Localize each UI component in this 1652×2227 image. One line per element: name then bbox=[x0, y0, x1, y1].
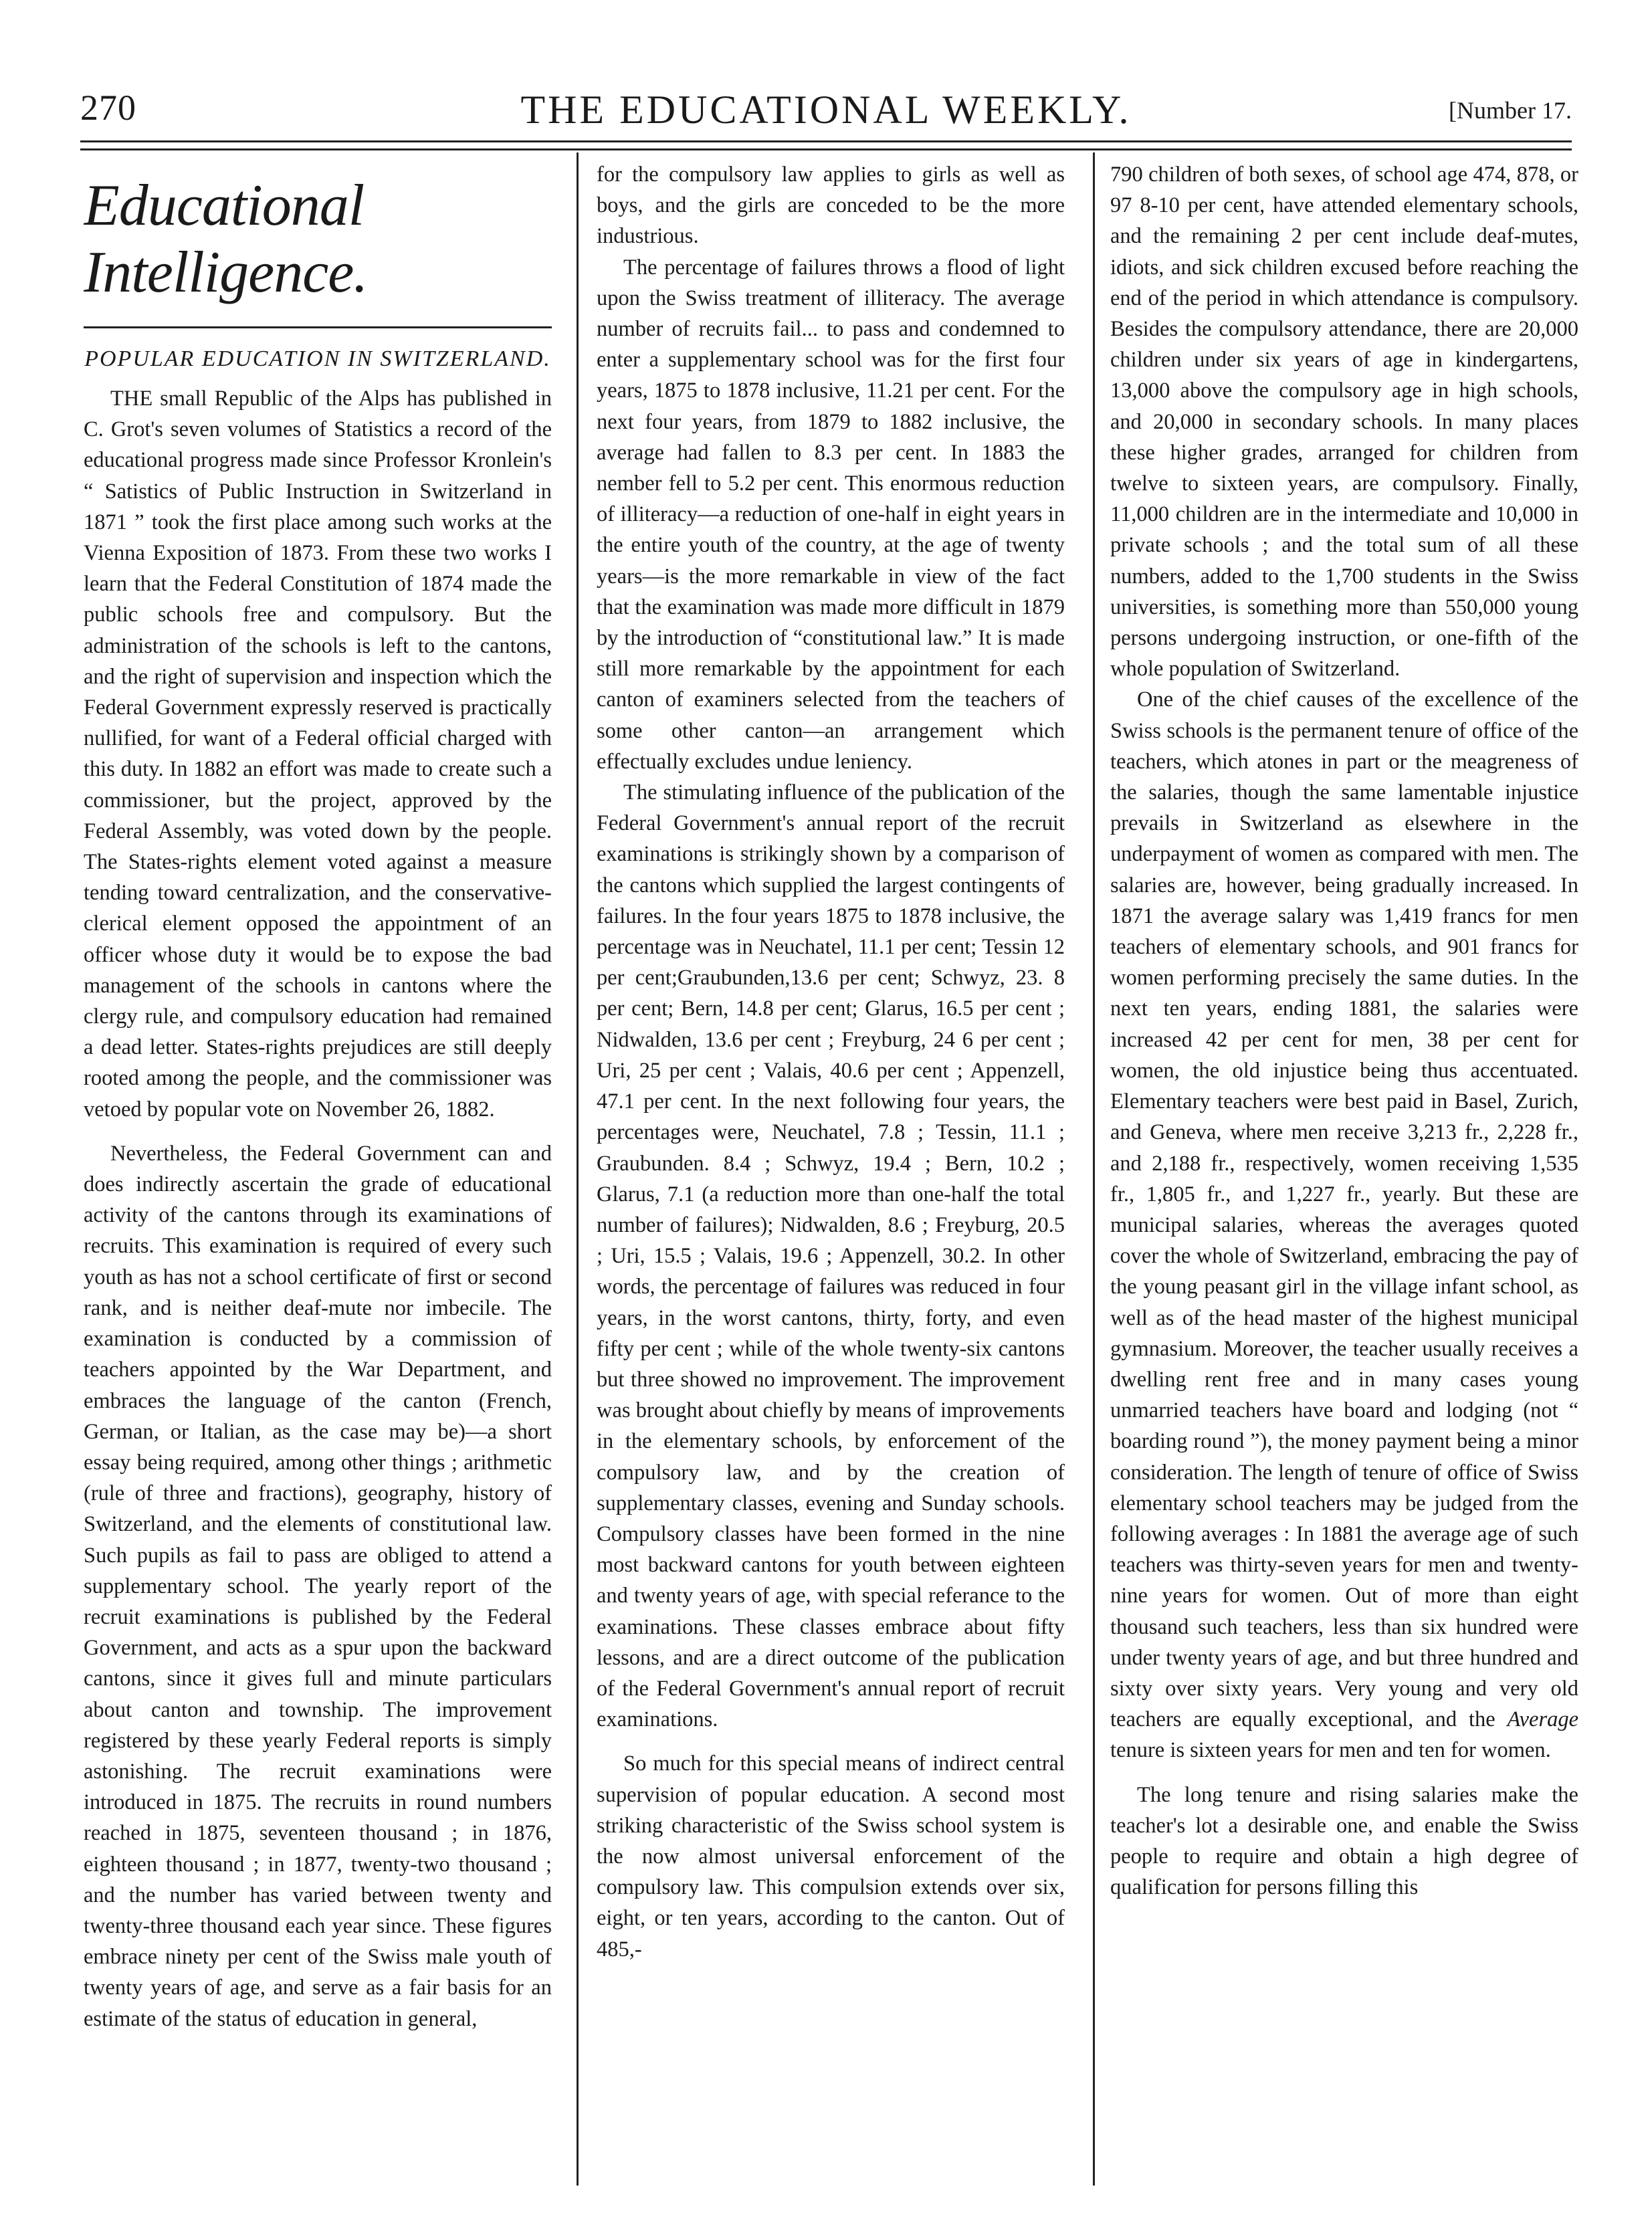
article-paragraph bbox=[1110, 684, 1578, 1766]
article-paragraph: Nevertheless, the Federal Government can and does indirectly ascertain the grade of educational activity of the cantons through its examinations of recruits. This examination is required of every such youth as has not a school certificate of first or second rank, and is neither deaf-mute nor imbecile. The examination is conducted by a commission of teachers appointed by the War Department, and embraces the language of the canton (French, German, or Italian, as the case may be)—a short essay being required, among other things ; arithmetic (rule of three and fractions), geography, history of Switzerland, and the elements of constitutional law. Such pupils as fail to pass are obliged to attend a supplementary school. The yearly report of the recruit examinations is published by the Federal Government, and acts as a spur upon the backward cantons, since it gives full and minute particulars about canton and township. The improvement registered by these yearly Federal reports is simply astonishing. The recruit examinations were introduced in 1875. The recruits in round numbers reached in 1875, seventeen thousand ; in 1876, eighteen thousand ; in 1877, twenty-two thousand ; and the number has varied between twenty and twenty-three thousand each year since. These figures embrace ninety per cent of the Swiss male youth of twenty years of age, and serve as a fair basis for an estimate of the status of education in general, bbox=[84, 1141, 552, 2031]
page-number: 270 bbox=[80, 88, 136, 128]
header-rule-double bbox=[80, 148, 1572, 150]
article-column-3 bbox=[1110, 159, 1578, 2186]
article-paragraph: So much for this special means of indirect central supervision of popular education. A second most striking characteristic of the Swiss school system is the now almost universal enforcement of the compulsory law. This compulsion extends over six, eight, or ten years, according to the canton. Out of 485,- bbox=[597, 1752, 1065, 1961]
column-divider bbox=[1093, 152, 1095, 2186]
article-column-2 bbox=[597, 159, 1065, 2186]
article-paragraph: The stimulating influence of the publication of the Federal Government's annual report of the recruit examinations is strikingly shown by a comparison of the cantons which supplied the largest contingents of failures. In the four years 1875 to 1878 inclusive, the percentage was in Neuchatel, 11.1 per cent; Tessin 12 per cent;Graubunden,13.6 per cent; Schwyz, 23. 8 per cent; Bern, 14.8 per cent; Glarus, 16.5 per cent ; Nidwalden, 13.6 per cent ; Freyburg, 24 6 per cent ; Uri, 25 per cent ; Valais, 40.6 per cent ; Appenzell, 47.1 per cent. In the next following four years, the percentages were, Neuchatel, 7.8 ; Tessin, 11.1 ; Graubunden. 8.4 ; Schwyz, 19.4 ; Bern, 10.2 ; Glarus, 7.1 (a reduction more than one-half the total number of failures); Nidwalden, 8.6 ; Freyburg, 20.5 ; Uri, 15.5 ; Valais, 19.6 ; Appenzell, 30.2. In other words, the percentage of failures was reduced in four years, in the worst cantons, thirty, forty, and even fifty per cent ; while of the whole twenty-six cantons but three showed no improvement. The improvement was brought about chiefly by means of improvements in the elementary schools, by enforcement of the compulsory law, and by the creation of supplementary classes, evening and Sunday schools. Compulsory classes have been formed in the nine most backward cantons for youth between eighteen and twenty years of age, with special referance to the examinations. These classes embrace about fifty lessons, and are a direct outcome of the publication of the Federal Government's annual report of recruit examinations. bbox=[597, 780, 1065, 1732]
paragraph-text: tenure is sixteen years for men and ten for women. bbox=[1110, 1738, 1551, 1763]
lead-word: THE bbox=[110, 387, 153, 411]
italic-word: Average bbox=[1507, 1707, 1578, 1732]
article-paragraph: The long tenure and rising salaries make the teacher's lot a desirable one, and enable the Swiss people to require and obtain a high degree of qualification for persons filling this bbox=[1110, 1782, 1578, 1900]
article-title: POPULAR EDUCATION IN SWITZERLAND. bbox=[84, 346, 551, 371]
page-header bbox=[80, 87, 1572, 140]
issue-label: [Number 17. bbox=[1449, 97, 1572, 124]
section-heading: Educational Intelligence. bbox=[84, 173, 368, 305]
heading-rule bbox=[84, 326, 552, 328]
paragraph-text: small Republic of the Alps has published in C. Grot's seven volumes of Statistics a record of the educational progress made since Professor Kronlein's “ Satistics of Public Instruction in Switzerland in 1871 ” took the first place among such works at the Vienna Exposition of 1873. From these two works I learn that the Federal Constitution of 1874 made the public schools free and compulsory. But the administration of the schools is left to the cantons, and the right of supervision and inspection which the Federal Government expressly reserved is practically nullified, for want of a Federal official charged with this duty. In 1882 an effort was made to create such a commissioner, but the project, approved by the Federal Assembly, was voted down by the people. The States-rights element voted against a measure tending toward centralization, and the conservative-clerical element opposed the appointment of an officer whose duty it would be to expose the bad management of the schools in cantons where the clergy rule, and compulsory education had remained a dead letter. States-rights prejudices are still deeply rooted among the people, and the commissioner was vetoed by popular vote on November 26, 1882. bbox=[84, 387, 552, 1122]
column-divider bbox=[577, 152, 579, 2186]
article-paragraph: 790 children of both sexes, of school age 474, 878, or 97 8-10 per cent, have attended elementary schools, and the remaining 2 per cent include deaf-mutes, idiots, and sick children excused before reaching the end of the period in which attendance is compulsory. Besides the compulsory attendance, there are 20,000 children under six years of age in kindergartens, 13,000 above the compulsory age in high schools, and 20,000 in secondary schools. In many places these higher grades, arranged for children from twelve to sixteen years, are compulsory. Finally, 11,000 children are in the intermediate and 10,000 in private schools ; and the total sum of all these numbers, added to the 1,700 students in the Swiss universities, is something more than 550,000 young persons undergoing instruction, or one-fifth of the whole population of Switzerland. bbox=[1110, 163, 1578, 681]
article-paragraph: The percentage of failures throws a flood of light upon the Swiss treatment of illiteracy. The average number of recruits fail... to pass and condemned to enter a supplementary school was for the first four years, 1875 to 1878 inclusive, 11.21 per cent. For the next four years, from 1879 to 1882 inclusive, the average had fallen to 8.3 per cent. In 1883 the nember fell to 5.2 per cent. This enormous reduction of illiteracy—a reduction of one-half in eight years in the entire youth of the country, at the age of twenty years—is the more remarkable in view of the fact that the examination was made more difficult in 1879 by the introduction of “constitutional law.” It is made still more remarkable by the appointment for each canton of examiners selected from the teachers of some other canton—an arrangement which effectually excludes undue leniency. bbox=[597, 255, 1065, 774]
header-rule bbox=[80, 140, 1572, 142]
paragraph-text: One of the chief causes of the excellence of the Swiss schools is the permanent tenure of office of the teachers, which atones in part or the meagreness of the salaries, though the same lamentable injustice prevails in Switzerland as elsewhere in the underpayment of women as compared with men. The salaries are, however, being gradually increased. In 1871 the average salary was 1,419 francs for men teachers of elementary schools, and 901 francs for women performing precisely the same duties. In the next ten years, ending 1881, the salaries were increased 42 per cent for men, 38 per cent for women, the old injustice being thus accentuated. Elementary teachers were best paid in Basel, Zurich, and Geneva, where men receive 3,213 fr., 2,228 fr., and 2,188 fr., respectively, women receiving 1,535 fr., 1,805 fr., and 1,227 fr., yearly. But these are municipal salaries, whereas the averages quoted cover the whole of Switzerland, embracing the pay of the young peasant girl in the village infant school, as well as of the head master of the highest municipal gymnasium. Moreover, the teacher usually receives a dwelling rent free and in many cases young unmarried teachers have board and lodging (not “ boarding round ”), the money payment being a minor consideration. The length of tenure of office of Swiss elementary school teachers may be judged from the following averages : In 1881 the average age of such teachers was thirty-seven years for men and twenty-nine years for women. Out of more than eight thousand such teachers, less than six hundred were under twenty years of age, and but three hundred and sixty over sixty years. Very young and very old teachers are equally exceptional, and the bbox=[1110, 687, 1578, 1732]
journal-title: THE EDUCATIONAL WEEKLY. bbox=[520, 88, 1132, 132]
article-paragraph bbox=[84, 383, 552, 1125]
article-column-1 bbox=[84, 159, 552, 2186]
article-paragraph: for the compulsory law applies to girls as well as boys, and the girls are conceded to be the more industrious. bbox=[597, 163, 1065, 249]
